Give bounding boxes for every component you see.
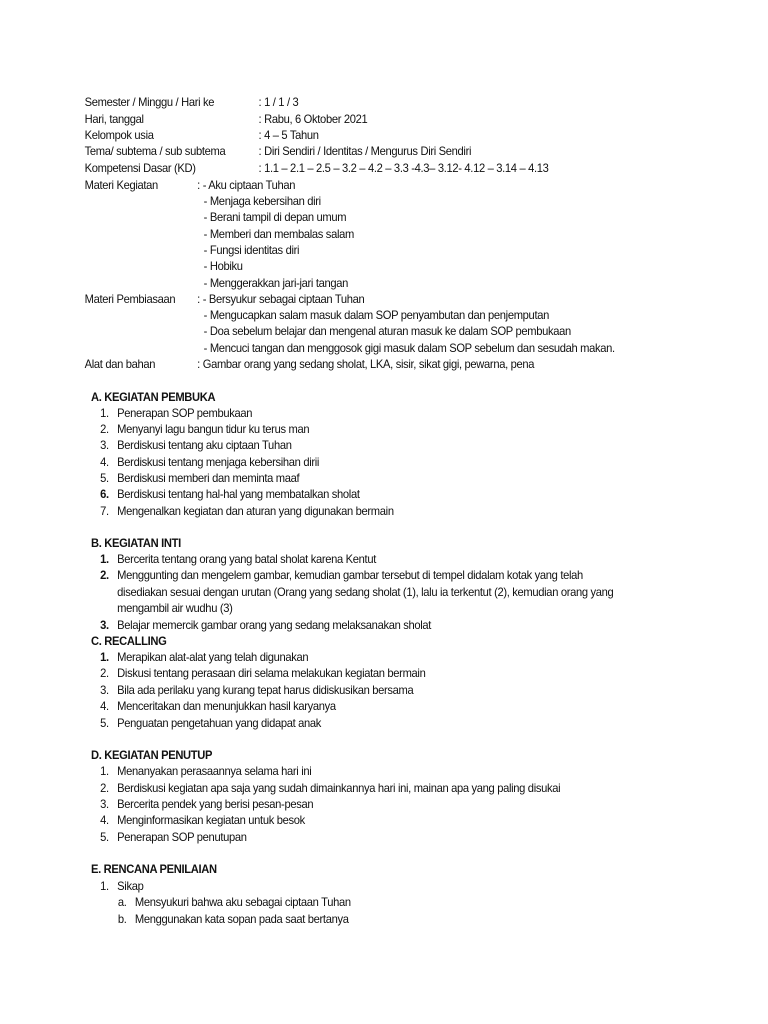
list-marker: 1. [100,764,109,778]
list-marker: 2. [100,781,109,795]
materi-kegiatan-item: : - Aku ciptaan Tuhan [197,178,296,192]
materi-kegiatan-label: Materi Kegiatan [84,178,158,192]
list-item-text: Penerapan SOP penutupan [117,830,247,844]
list-marker: 4. [100,813,109,827]
sub-list-marker: a. [117,895,127,909]
list-item-text: Berdiskusi tentang menjaga kebersihan dirii [117,455,320,469]
materi-kegiatan-item: - Menjaga kebersihan diri [203,194,321,208]
list-marker: 2. [100,666,109,680]
materi-pembiasaan-label: Materi Pembiasaan [84,292,176,306]
materi-pembiasaan-item: - Mencuci tangan dan menggosok gigi masuk dalam SOP sebelum dan sesudah makan. [203,341,615,355]
section-title-inti: B. KEGIATAN INTI [91,536,181,550]
list-marker: 3. [100,683,109,697]
list-item-text: Menyanyi lagu bangun tidur ku terus man [117,422,310,436]
section-title-pembuka: A. KEGIATAN PEMBUKA [91,390,216,404]
section-title-recalling: C. RECALLING [91,634,167,648]
sub-list-item-text: Menggunakan kata sopan pada saat bertanya [134,912,349,926]
list-item-text: Merapikan alat-alat yang telah digunakan [117,650,309,664]
list-marker: 5. [100,716,109,730]
list-item-text: Berdiskusi tentang hal-hal yang membatalkan sholat [117,487,360,501]
list-marker: 1. [100,406,109,420]
row-value: : 4 – 5 Tahun [258,128,319,142]
section-title-penilaian: E. RENCANA PENILAIAN [91,862,217,876]
row-value: : Rabu, 6 Oktober 2021 [258,112,368,126]
row-label: Semester / Minggu / Hari ke [84,95,215,109]
row-value: : Diri Sendiri / Identitas / Mengurus Diri Sendiri [258,144,472,158]
list-item-text: disediakan sesuai dengan urutan (Orang yang sedang sholat (1), lalu ia terkentut (2), kemudian orang yang [117,585,614,599]
list-item-text: Mengenalkan kegiatan dan aturan yang digunakan bermain [117,504,394,518]
list-marker: 2. [100,568,109,582]
list-marker: 3. [100,438,109,452]
list-item-text: Berdiskusi kegiatan apa saja yang sudah dimainkannya hari ini, mainan apa yang paling disukai [117,781,561,795]
list-item-text: Berdiskusi memberi dan meminta maaf [117,471,300,485]
materi-kegiatan-item: - Hobiku [203,259,243,273]
list-item-text: mengambil air wudhu (3) [117,601,233,615]
list-marker: 5. [100,830,109,844]
list-marker: 4. [100,699,109,713]
section-title-penutup: D. KEGIATAN PENUTUP [91,748,213,762]
list-item-text: Bercerita pendek yang berisi pesan-pesan [117,797,314,811]
list-item-text: Menceritakan dan menunjukkan hasil karyanya [117,699,336,713]
list-item-text: Bercerita tentang orang yang batal sholat karena Kentut [117,552,376,566]
row-label: Tema/ subtema / sub subtema [84,144,226,158]
list-item-text: Penerapan SOP pembukaan [117,406,253,420]
materi-kegiatan-item: - Menggerakkan jari-jari tangan [203,276,349,290]
list-item-text: Diskusi tentang perasaan diri selama melakukan kegiatan bermain [117,666,426,680]
list-marker: 1. [100,650,109,664]
list-item-text: Menggunting dan mengelem gambar, kemudian gambar tersebut di tempel didalam kotak yang telah [117,568,583,582]
materi-kegiatan-item: - Fungsi identitas diri [203,243,300,257]
list-marker: 1. [100,552,109,566]
list-marker: 3. [100,618,109,632]
row-value: : 1.1 – 2.1 – 2.5 – 3.2 – 4.2 – 3.3 -4.3– 3.12- 4.12 – 3.14 – 4.13 [258,161,549,175]
list-marker: 4. [100,455,109,469]
materi-pembiasaan-item: - Mengucapkan salam masuk dalam SOP penyambutan dan penjemputan [203,308,549,322]
sub-list-item-text: Mensyukuri bahwa aku sebagai ciptaan Tuhan [134,895,351,909]
row-value: : 1 / 1 / 3 [258,95,299,109]
list-item-text: Bila ada perilaku yang kurang tepat harus didiskusikan bersama [117,683,414,697]
row-label: Hari, tanggal [84,112,144,126]
list-item-text: Berdiskusi tentang aku ciptaan Tuhan [117,438,292,452]
list-item-text: Menanyakan perasaannya selama hari ini [117,764,312,778]
row-label: Kelompok usia [84,128,154,142]
list-marker: 1. [100,879,109,893]
list-item-text: Penguatan pengetahuan yang didapat anak [117,716,322,730]
list-marker: 2. [100,422,109,436]
alat-bahan-label: Alat dan bahan [84,357,156,371]
sub-list-marker: b. [117,912,127,926]
materi-kegiatan-item: - Memberi dan membalas salam [203,227,354,241]
list-marker: 3. [100,797,109,811]
list-item-text: Sikap [117,879,144,893]
row-label: Kompetensi Dasar (KD) [84,161,196,175]
materi-kegiatan-item: - Berani tampil di depan umum [203,210,347,224]
list-item-text: Belajar memercik gambar orang yang sedang melaksanakan sholat [117,618,432,632]
list-marker: 5. [100,471,109,485]
list-marker: 7. [100,504,109,518]
list-item-text: Menginformasikan kegiatan untuk besok [117,813,305,827]
materi-pembiasaan-item: - Doa sebelum belajar dan mengenal aturan masuk ke dalam SOP pembukaan [203,324,571,338]
materi-pembiasaan-item: : - Bersyukur sebagai ciptaan Tuhan [197,292,365,306]
list-marker: 6. [100,487,109,501]
alat-bahan-value: : Gambar orang yang sedang sholat, LKA, sisir, sikat gigi, pewarna, pena [197,357,535,371]
